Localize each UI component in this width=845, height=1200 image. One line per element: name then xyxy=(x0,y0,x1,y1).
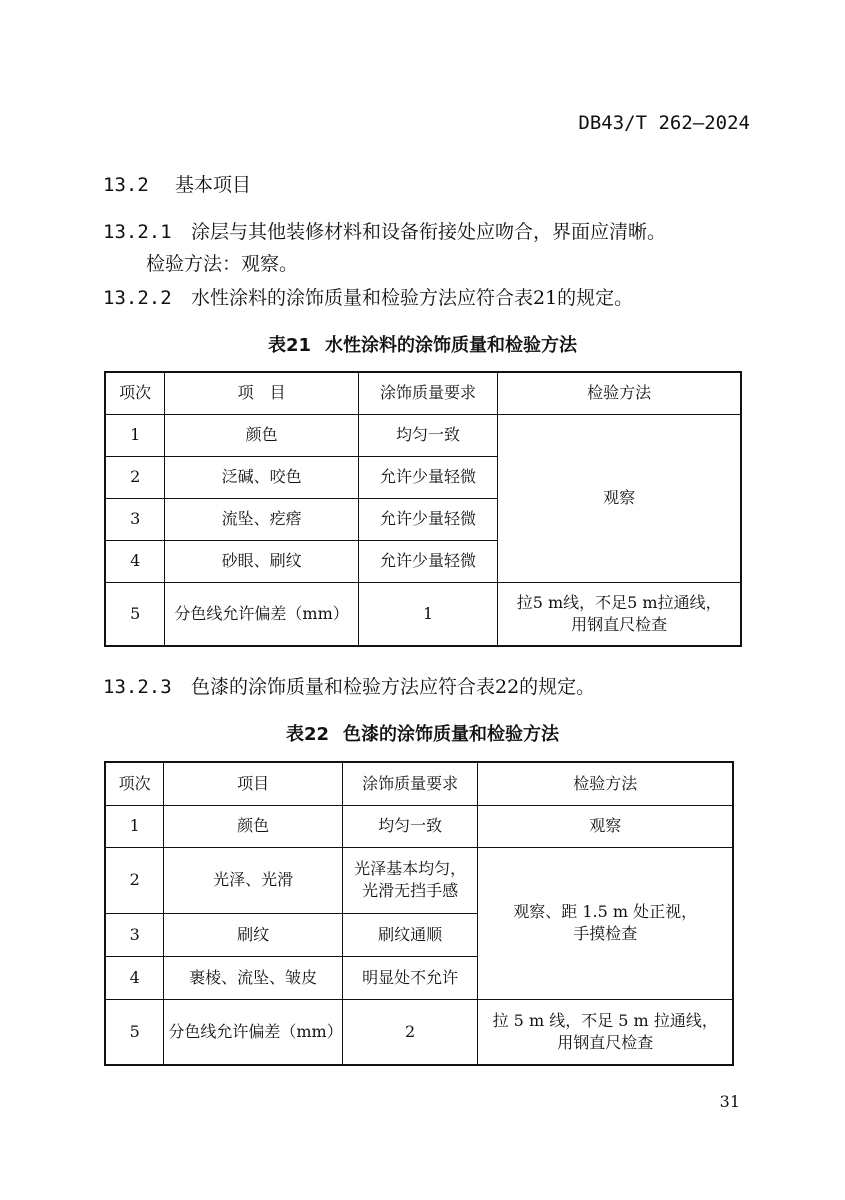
table-cell: 允许少量轻微 xyxy=(358,456,498,498)
table-cell: 3 xyxy=(105,498,165,540)
table-cell: 刷纹 xyxy=(164,913,343,956)
table-cell xyxy=(478,999,733,1065)
table-cell: 泛碱、咬色 xyxy=(165,456,358,498)
cell-line: 光泽基本均匀， xyxy=(354,859,467,878)
table-header-cell: 涂饰质量要求 xyxy=(342,762,478,805)
cell-line: 手摸检查 xyxy=(573,924,638,943)
table-cell: 2 xyxy=(342,999,478,1065)
table-cell: 均匀一致 xyxy=(342,805,478,847)
clause-text: 色漆的涂饰质量和检验方法应符合表22的规定。 xyxy=(191,676,596,698)
cell-line: 光滑无挡手感 xyxy=(362,881,459,900)
table-cell: 允许少量轻微 xyxy=(358,540,498,582)
table22-caption-title: 色漆的涂饰质量和检验方法 xyxy=(343,724,560,745)
table-cell: 4 xyxy=(105,956,164,999)
clause-number: 13.2.2 xyxy=(103,287,172,309)
section-number: 13.2 xyxy=(103,174,149,196)
table-header-cell: 检验方法 xyxy=(478,762,733,805)
table-cell: 刷纹通顺 xyxy=(342,913,478,956)
table-cell xyxy=(498,582,741,646)
table-row xyxy=(105,414,741,456)
table-cell: 3 xyxy=(105,913,164,956)
clause-13-2-1 xyxy=(103,217,666,244)
cell-line: 拉5 m线，不足5 m拉通线， xyxy=(516,592,722,612)
table-cell: 5 xyxy=(105,999,164,1065)
table-cell: 分色线允许偏差（mm） xyxy=(164,999,343,1065)
page-number: 31 xyxy=(719,1092,740,1111)
table-cell: 1 xyxy=(358,582,498,646)
table-cell: 2 xyxy=(105,456,165,498)
table-cell: 2 xyxy=(105,847,164,913)
table-header-cell: 项 目 xyxy=(165,372,358,414)
table-row xyxy=(105,582,741,646)
table-cell: 颜色 xyxy=(165,414,358,456)
section-title: 基本项目 xyxy=(175,174,252,196)
table-header-cell: 项目 xyxy=(164,762,343,805)
table-cell: 5 xyxy=(105,582,165,646)
document-code: DB43/T 262—2024 xyxy=(578,112,750,134)
table-header-cell: 涂饰质量要求 xyxy=(358,372,498,414)
table-cell: 观察 xyxy=(498,414,741,582)
table-cell: 明显处不允许 xyxy=(342,956,478,999)
table-cell: 砂眼、刷纹 xyxy=(165,540,358,582)
table-row xyxy=(105,999,733,1065)
cell-line: 拉 5 m 线，不足 5 m 拉通线， xyxy=(492,1010,718,1030)
clause-13-2-1-method: 检验方法：观察。 xyxy=(146,253,299,275)
table21-caption-number: 表21 xyxy=(267,335,312,356)
table-cell: 1 xyxy=(105,414,165,456)
cell-line: 观察、距 1.5 m 处正视， xyxy=(513,902,698,921)
table-row xyxy=(105,847,733,913)
table-cell: 流坠、疙瘩 xyxy=(165,498,358,540)
cell-line: 用钢直尺检查 xyxy=(557,1032,654,1052)
table21 xyxy=(104,371,742,647)
clause-13-2-3 xyxy=(103,672,595,699)
clause-number: 13.2.1 xyxy=(103,221,172,243)
table-cell: 裹棱、流坠、皱皮 xyxy=(164,956,343,999)
clause-text: 水性涂料的涂饰质量和检验方法应符合表21的规定。 xyxy=(191,287,634,309)
table-cell: 均匀一致 xyxy=(358,414,498,456)
table21-caption-title: 水性涂料的涂饰质量和检验方法 xyxy=(325,335,578,356)
clause-text: 涂层与其他装修材料和设备衔接处应吻合，界面应清晰。 xyxy=(191,221,667,243)
clause-number: 13.2.3 xyxy=(103,676,172,698)
table-cell: 光泽、光滑 xyxy=(164,847,343,913)
table-header-cell: 检验方法 xyxy=(498,372,741,414)
table22-caption xyxy=(0,720,845,746)
table21-caption xyxy=(0,331,845,357)
table-cell xyxy=(342,847,478,913)
table-row xyxy=(105,805,733,847)
table-cell: 颜色 xyxy=(164,805,343,847)
table-header-cell: 项次 xyxy=(105,372,165,414)
table-cell xyxy=(478,847,733,999)
clause-13-2-2 xyxy=(103,283,633,310)
table-cell: 允许少量轻微 xyxy=(358,498,498,540)
section-heading xyxy=(103,170,251,197)
cell-line: 用钢直尺检查 xyxy=(571,614,668,634)
table-cell: 分色线允许偏差（mm） xyxy=(165,582,358,646)
table-header-cell: 项次 xyxy=(105,762,164,805)
table-cell: 观察 xyxy=(478,805,733,847)
table-cell: 4 xyxy=(105,540,165,582)
table-cell: 1 xyxy=(105,805,164,847)
table22 xyxy=(104,761,734,1066)
table22-caption-number: 表22 xyxy=(285,724,330,745)
